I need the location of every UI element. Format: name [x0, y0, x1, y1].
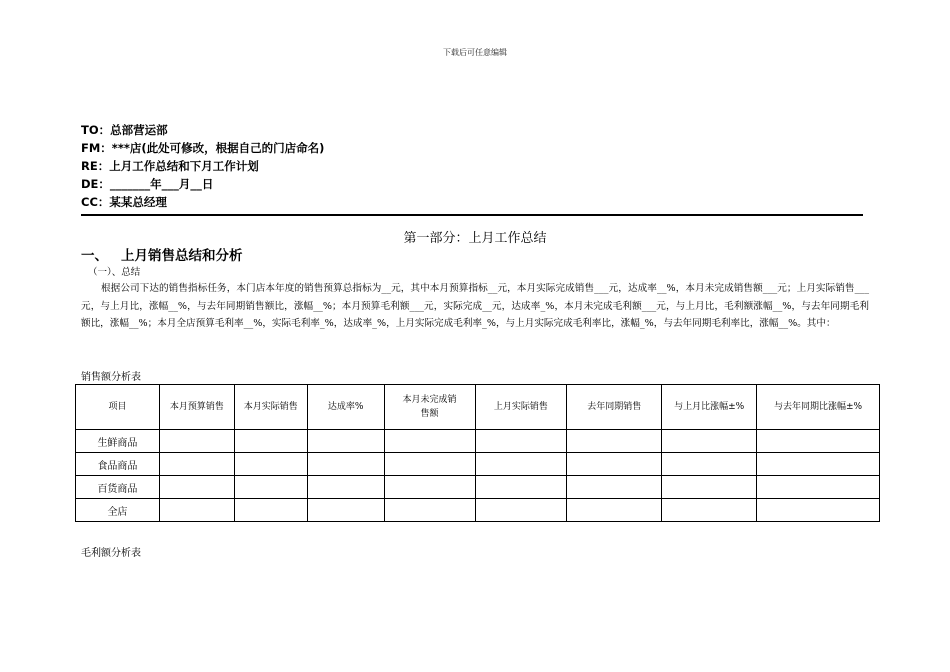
- table-row: [76, 476, 880, 499]
- table-header-cell: 项目: [76, 385, 160, 430]
- table-cell[interactable]: [662, 453, 757, 476]
- table-cell[interactable]: [307, 430, 384, 453]
- table-cell[interactable]: [307, 453, 384, 476]
- table-cell[interactable]: [384, 453, 475, 476]
- table-cell[interactable]: [384, 476, 475, 499]
- table-header-cell: 达成率%: [307, 385, 384, 430]
- row-label: 百货商品: [76, 476, 160, 499]
- table-cell[interactable]: [757, 453, 880, 476]
- table-cell[interactable]: [159, 499, 234, 522]
- memo-from: FM：***店(此处可修改，根据自己的门店命名): [81, 141, 325, 155]
- table-header-row: [76, 385, 880, 430]
- table-cell[interactable]: [159, 476, 234, 499]
- memo-cc: CC：某某总经理: [81, 195, 167, 209]
- row-label: 全店: [76, 499, 160, 522]
- table-cell[interactable]: [567, 453, 662, 476]
- subsection-heading: （一）、总结: [88, 267, 141, 278]
- table-cell[interactable]: [234, 499, 307, 522]
- table-cell[interactable]: [234, 453, 307, 476]
- section-heading: [81, 244, 243, 264]
- table-cell[interactable]: [567, 430, 662, 453]
- table-cell[interactable]: [475, 476, 567, 499]
- row-label: 食品商品: [76, 453, 160, 476]
- margin-table-caption: 毛利额分析表: [81, 548, 141, 559]
- row-label: 生鲜商品: [76, 430, 160, 453]
- table-cell[interactable]: [475, 499, 567, 522]
- table-cell[interactable]: [475, 453, 567, 476]
- table-cell[interactable]: [567, 476, 662, 499]
- table-header-cell: 与去年同期比涨幅±%: [757, 385, 880, 430]
- table-row: [76, 499, 880, 522]
- table-header-cell: 上月实际销售: [475, 385, 567, 430]
- table-cell[interactable]: [159, 453, 234, 476]
- table-row: [76, 430, 880, 453]
- memo-subject: RE：上月工作总结和下月工作计划: [81, 159, 259, 173]
- table-cell[interactable]: [234, 430, 307, 453]
- section-number: 一、: [81, 248, 108, 264]
- table-cell[interactable]: [475, 430, 567, 453]
- table-cell[interactable]: [384, 499, 475, 522]
- table-header-cell: 本月预算销售: [159, 385, 234, 430]
- table-header-cell: 本月实际销售: [234, 385, 307, 430]
- summary-paragraph: 根据公司下达的销售指标任务，本门店本年度的销售预算总指标为__元，其中本月预算指标__元，本月实际完成销售___元，达成率__%，本月未完成销售额___元；上月实际销售___元，与上月比，涨幅__%，与去年同期销售额比，涨幅__%；本月预算毛利额___元，实际完成__元，达成率_%，本月未完成毛利额___元，与上月比，毛利额涨幅__%，与去年同期毛利额比，涨幅__%；本月全店预算毛利率__%，实际毛利率_%，达成率_%，上月实际完成毛利率_%，与上月实际完成毛利率比，涨幅_%，与去年同期毛利率比，涨幅__%。其中：: [81, 283, 869, 330]
- table-cell[interactable]: [662, 430, 757, 453]
- sales-table-caption: 销售额分析表: [81, 372, 141, 383]
- divider-rule: [81, 214, 863, 216]
- table-header-cell: 与上月比涨幅±%: [662, 385, 757, 430]
- memo-to: TO：总部营运部: [81, 123, 168, 137]
- table-cell[interactable]: [234, 476, 307, 499]
- part-title: 第一部分：上月工作总结: [403, 231, 547, 246]
- table-cell[interactable]: [159, 430, 234, 453]
- table-cell[interactable]: [307, 476, 384, 499]
- table-cell[interactable]: [757, 476, 880, 499]
- table-cell[interactable]: [384, 430, 475, 453]
- memo-block: [81, 121, 324, 211]
- table-cell[interactable]: [757, 499, 880, 522]
- header-note: 下载后可任意编辑: [443, 48, 507, 57]
- table-cell[interactable]: [662, 476, 757, 499]
- table-cell[interactable]: [307, 499, 384, 522]
- table-header-cell: 去年同期销售: [567, 385, 662, 430]
- table-cell[interactable]: [567, 499, 662, 522]
- table-cell[interactable]: [757, 430, 880, 453]
- table-row: [76, 453, 880, 476]
- section-title: 上月销售总结和分析: [121, 248, 243, 264]
- memo-date: DE：_______年___月__日: [81, 177, 214, 191]
- table-header-cell: 本月未完成销售额: [384, 385, 475, 430]
- sales-analysis-table: [75, 384, 880, 522]
- table-cell[interactable]: [662, 499, 757, 522]
